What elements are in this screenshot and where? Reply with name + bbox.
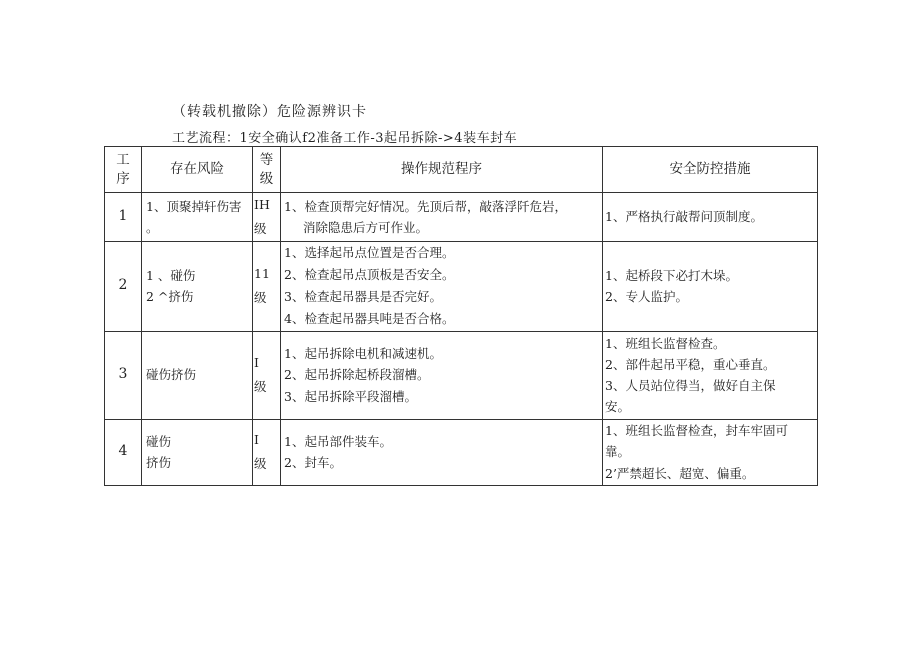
procedure-line: 2、检查起吊点顶板是否安全。 — [284, 267, 455, 283]
measures-cell — [603, 331, 818, 419]
table-row — [105, 331, 818, 419]
header-step — [105, 147, 142, 193]
procedure-cell — [281, 193, 603, 242]
measure-line: 2、部件起吊平稳，重心垂直。 — [605, 356, 776, 372]
level-cell — [253, 241, 281, 331]
level-line: 级 — [254, 379, 267, 394]
risk-line: 碰伤 — [146, 433, 172, 449]
risk-line: 2 ^挤伤 — [146, 289, 194, 304]
procedure-line: 3、检查起吊器具是否完好。 — [284, 289, 442, 304]
procedure-cell — [281, 419, 603, 485]
risk-cell — [142, 193, 253, 242]
measure-line: 2、专人监护。 — [605, 289, 688, 304]
process-flow: 工艺流程：1安全确认f2准备工作-3起吊拆除->4装车封车 — [172, 131, 518, 146]
level-line: 级 — [254, 290, 267, 305]
table-row — [105, 193, 818, 242]
risk-line: 1、顶聚掉轩伤害 — [146, 198, 242, 214]
procedure-line: 4、检查起吊器具吨是否合格。 — [284, 310, 455, 326]
procedure-line: 3、起吊拆除平段溜槽。 — [284, 388, 417, 404]
step-cell: 3 — [105, 331, 142, 419]
procedure-line: 1、检查顶帮完好情况。先顶后帮，敲落浮阡危岩， — [284, 198, 567, 214]
level-cell — [253, 419, 281, 485]
procedure-line: 1、起吊拆除电机和减速机。 — [284, 346, 442, 362]
header-step-line1: 工 — [116, 152, 130, 169]
header-row — [105, 147, 818, 193]
measure-line: 1、起桥段下必打木垛。 — [605, 267, 738, 283]
level-line: 级 — [254, 220, 267, 236]
table-row — [105, 241, 818, 331]
procedure-line: 2、封车。 — [284, 455, 342, 470]
header-step-line2: 序 — [116, 170, 130, 187]
step-cell: 2 — [105, 241, 142, 331]
procedure-line: 消除隐患后方可作业。 — [303, 219, 429, 235]
measure-line: 3、人员站位得当，做好自主保 — [605, 378, 776, 393]
risk-cell — [142, 241, 253, 331]
level-cell — [253, 331, 281, 419]
risk-line: 1 、碰伤 — [146, 267, 196, 283]
level-line: IH — [254, 197, 270, 212]
risk-line: 。 — [146, 219, 159, 235]
measure-line: 2’严禁超长、超宽、偏重。 — [605, 465, 755, 481]
risk-cell — [142, 419, 253, 485]
procedure-line: 2、起吊拆除起桥段溜槽。 — [284, 367, 430, 383]
header-level — [253, 147, 281, 193]
procedure-line: 1、选择起吊点位置是否合理。 — [284, 245, 455, 261]
step-cell: 1 — [105, 193, 142, 242]
procedure-cell — [281, 331, 603, 419]
measure-line: 靠。 — [605, 444, 631, 460]
measures-cell — [603, 419, 818, 485]
level-line: I — [254, 432, 259, 448]
level-cell — [253, 193, 281, 242]
measure-line: 1、班组长监督检查。 — [605, 335, 726, 351]
measure-line: 1、严格执行敲帮问顶制度。 — [605, 209, 763, 225]
procedure-cell — [281, 241, 603, 331]
measure-line: 1、班组长监督检查，封车牢固可 — [605, 423, 788, 439]
step-cell: 4 — [105, 419, 142, 485]
table-row — [105, 419, 818, 485]
risk-cell — [142, 331, 253, 419]
header-measures: 安全防控措施 — [603, 147, 818, 193]
card-title: （转载机撤除）危险源辨识卡 — [172, 104, 367, 120]
measures-cell — [603, 241, 818, 331]
hazard-table — [104, 146, 818, 486]
procedure-line: 1、起吊部件装车。 — [284, 433, 392, 449]
measures-cell — [603, 193, 818, 242]
header-level-line1: 等 — [259, 152, 274, 169]
risk-line: 挤伤 — [146, 455, 172, 470]
level-line: I — [254, 355, 259, 371]
header-level-line2: 级 — [259, 170, 274, 187]
level-line: 11 — [254, 266, 270, 282]
header-risk: 存在风险 — [142, 147, 253, 193]
risk-line: 碰伤挤伤 — [146, 367, 197, 383]
measure-line: 安。 — [605, 399, 631, 415]
level-line: 级 — [254, 456, 267, 471]
header-procedure: 操作规范程序 — [281, 147, 603, 193]
